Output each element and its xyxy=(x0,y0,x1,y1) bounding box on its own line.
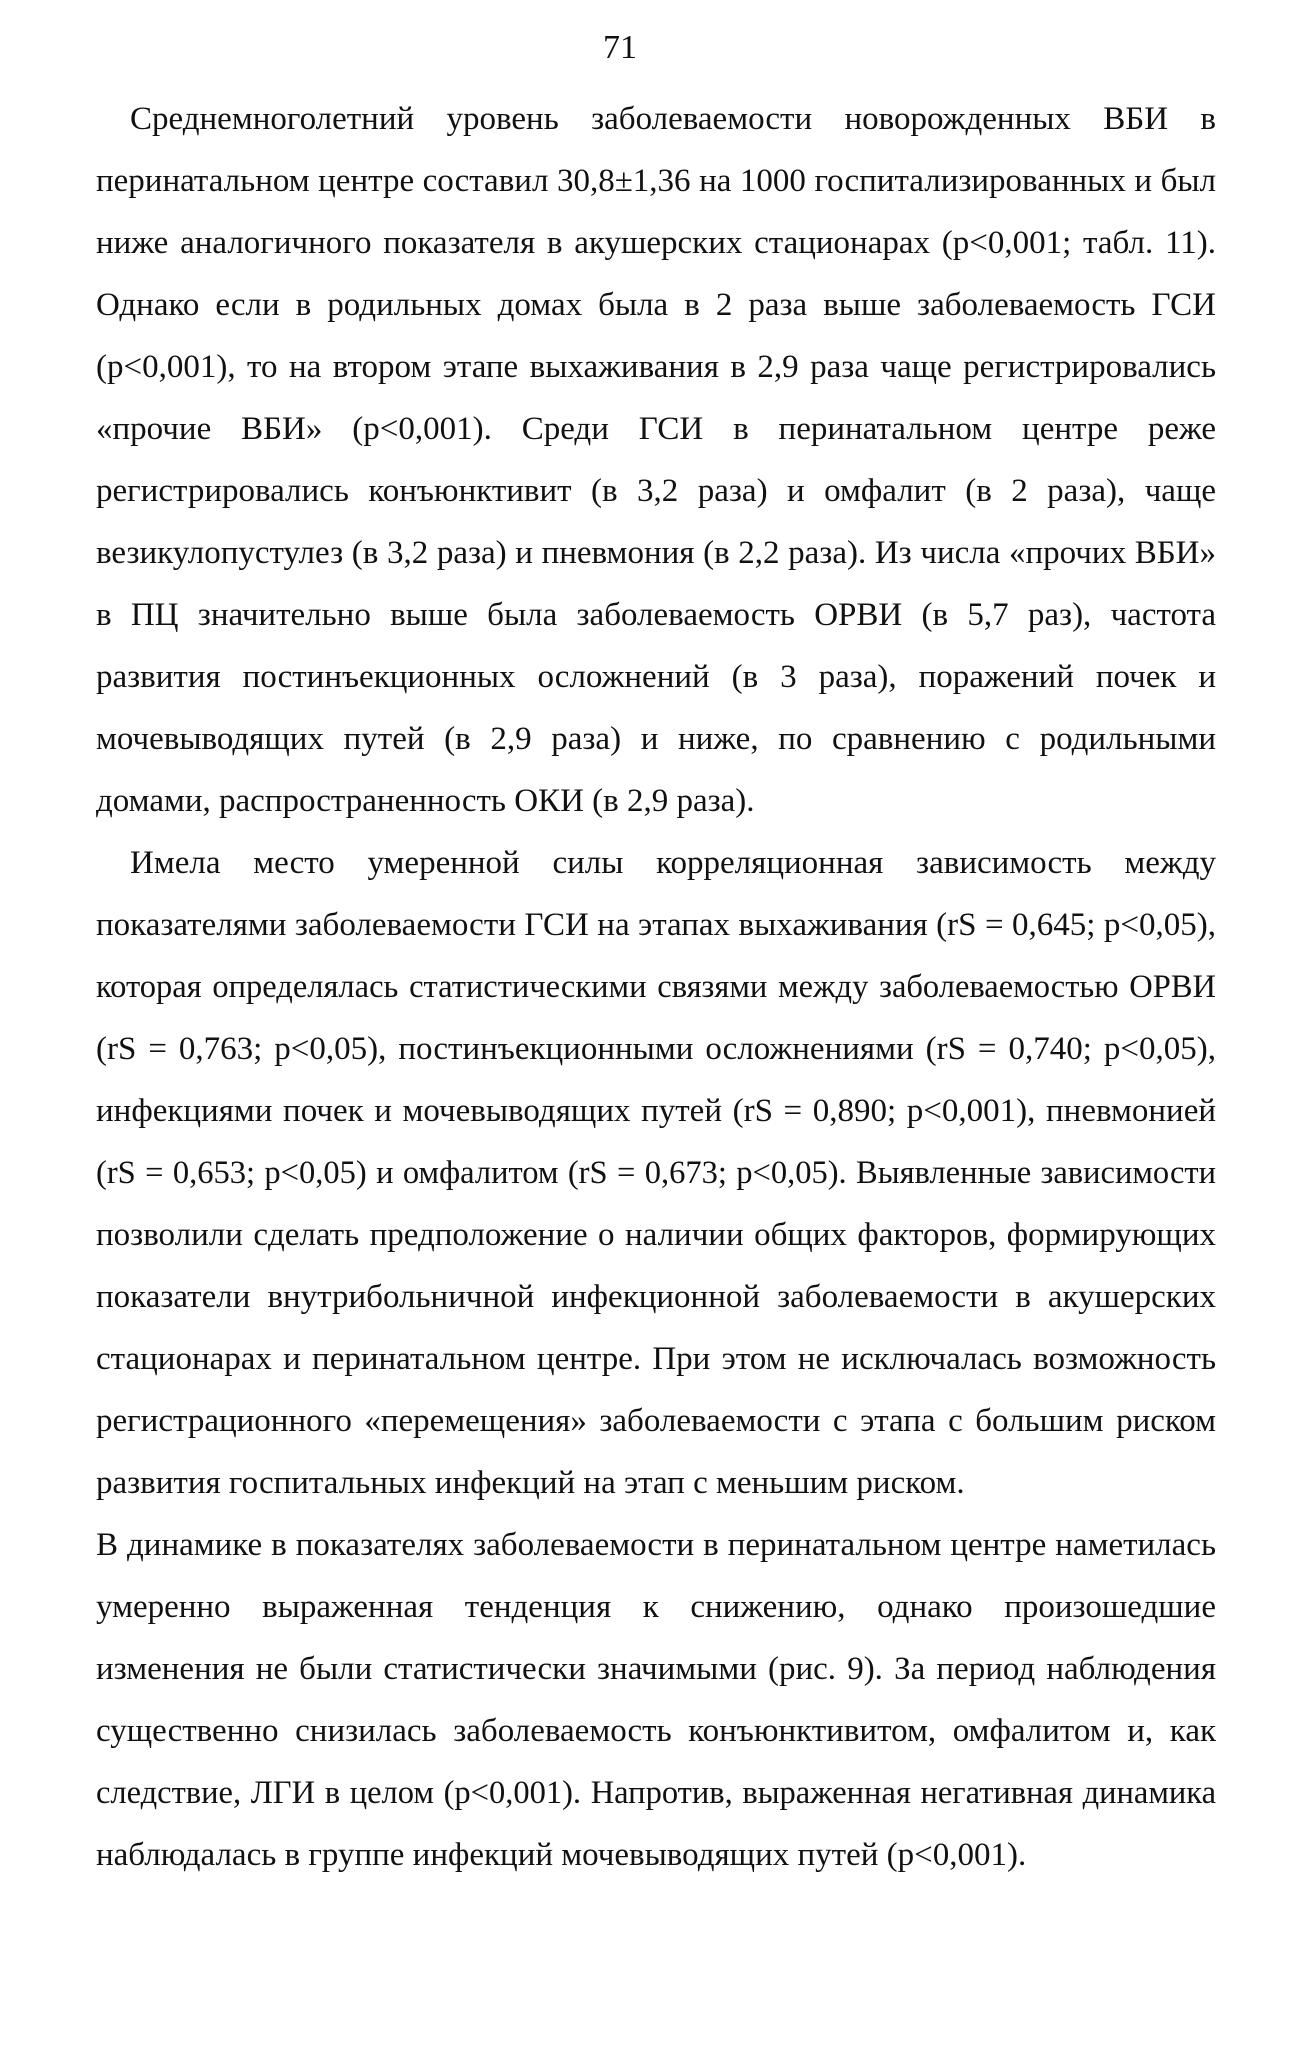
text-line: регистрировались конъюнктивит (в 3,2 раза) и омфалит (в 2 раза), чаще xyxy=(96,473,1216,509)
text-line: в ПЦ значительно выше была заболеваемость ОРВИ (в 5,7 раз), частота xyxy=(96,597,1216,633)
text-line: Среднемноголетний уровень заболеваемости новорожденных ВБИ в xyxy=(130,101,1216,137)
paragraph-3 xyxy=(96,1514,1216,1886)
text-line: существенно снизилась заболеваемость конъюнктивитом, омфалитом и, как xyxy=(96,1713,1216,1749)
text-line: В динамике в показателях заболеваемости в перинатальном центре наметилась xyxy=(96,1527,1216,1563)
text-line: показатели внутрибольничной инфекционной заболеваемости в акушерских xyxy=(96,1279,1216,1315)
text-line: домами, распространенность ОКИ (в 2,9 раза). xyxy=(96,783,755,819)
paragraph-2 xyxy=(96,832,1216,1514)
text-line: регистрационного «перемещения» заболеваемости с этапа с большим риском xyxy=(96,1403,1216,1439)
page-number: 71 xyxy=(603,29,637,66)
text-line: мочевыводящих путей (в 2,9 раза) и ниже, по сравнению с родильными xyxy=(96,721,1216,757)
text-line: инфекциями почек и мочевыводящих путей (rS = 0,890; р<0,001), пневмонией xyxy=(96,1093,1216,1129)
text-line: (р<0,001), то на втором этапе выхаживания в 2,9 раза чаще регистрировались xyxy=(96,349,1216,385)
text-line: которая определялась статистическими связями между заболеваемостью ОРВИ xyxy=(96,969,1216,1005)
text-line: (rS = 0,653; р<0,05) и омфалитом (rS = 0,673; р<0,05). Выявленные зависимости xyxy=(96,1155,1216,1191)
text-line: везикулопустулез (в 3,2 раза) и пневмония (в 2,2 раза). Из числа «прочих ВБИ» xyxy=(96,535,1216,571)
body-text xyxy=(96,88,1216,1886)
text-line: наблюдалась в группе инфекций мочевыводящих путей (р<0,001). xyxy=(96,1837,1027,1873)
text-line: развития постинъекционных осложнений (в 3 раза), поражений почек и xyxy=(96,659,1216,695)
text-line: стационарах и перинатальном центре. При этом не исключалась возможность xyxy=(96,1341,1216,1377)
paragraph-1 xyxy=(96,88,1216,832)
text-line: показателями заболеваемости ГСИ на этапах выхаживания (rS = 0,645; р<0,05), xyxy=(96,907,1216,943)
text-line: развития госпитальных инфекций на этап с меньшим риском. xyxy=(96,1465,965,1501)
text-line: умеренно выраженная тенденция к снижению, однако произошедшие xyxy=(96,1589,1216,1625)
text-line: (rS = 0,763; р<0,05), постинъекционными осложнениями (rS = 0,740; р<0,05), xyxy=(96,1031,1216,1067)
text-line: Однако если в родильных домах была в 2 раза выше заболеваемость ГСИ xyxy=(96,287,1216,323)
text-line: изменения не были статистически значимыми (рис. 9). За период наблюдения xyxy=(96,1651,1216,1687)
text-line: следствие, ЛГИ в целом (р<0,001). Напротив, выраженная негативная динамика xyxy=(96,1775,1216,1811)
text-line: «прочие ВБИ» (р<0,001). Среди ГСИ в перинатальном центре реже xyxy=(96,411,1216,447)
text-line: позволили сделать предположение о наличии общих факторов, формирующих xyxy=(96,1217,1216,1253)
text-line: Имела место умеренной силы корреляционная зависимость между xyxy=(130,845,1216,881)
text-line: ниже аналогичного показателя в акушерских стационарах (р<0,001; табл. 11). xyxy=(96,225,1216,261)
text-line: перинатальном центре составил 30,8±1,36 на 1000 госпитализированных и был xyxy=(96,163,1216,199)
